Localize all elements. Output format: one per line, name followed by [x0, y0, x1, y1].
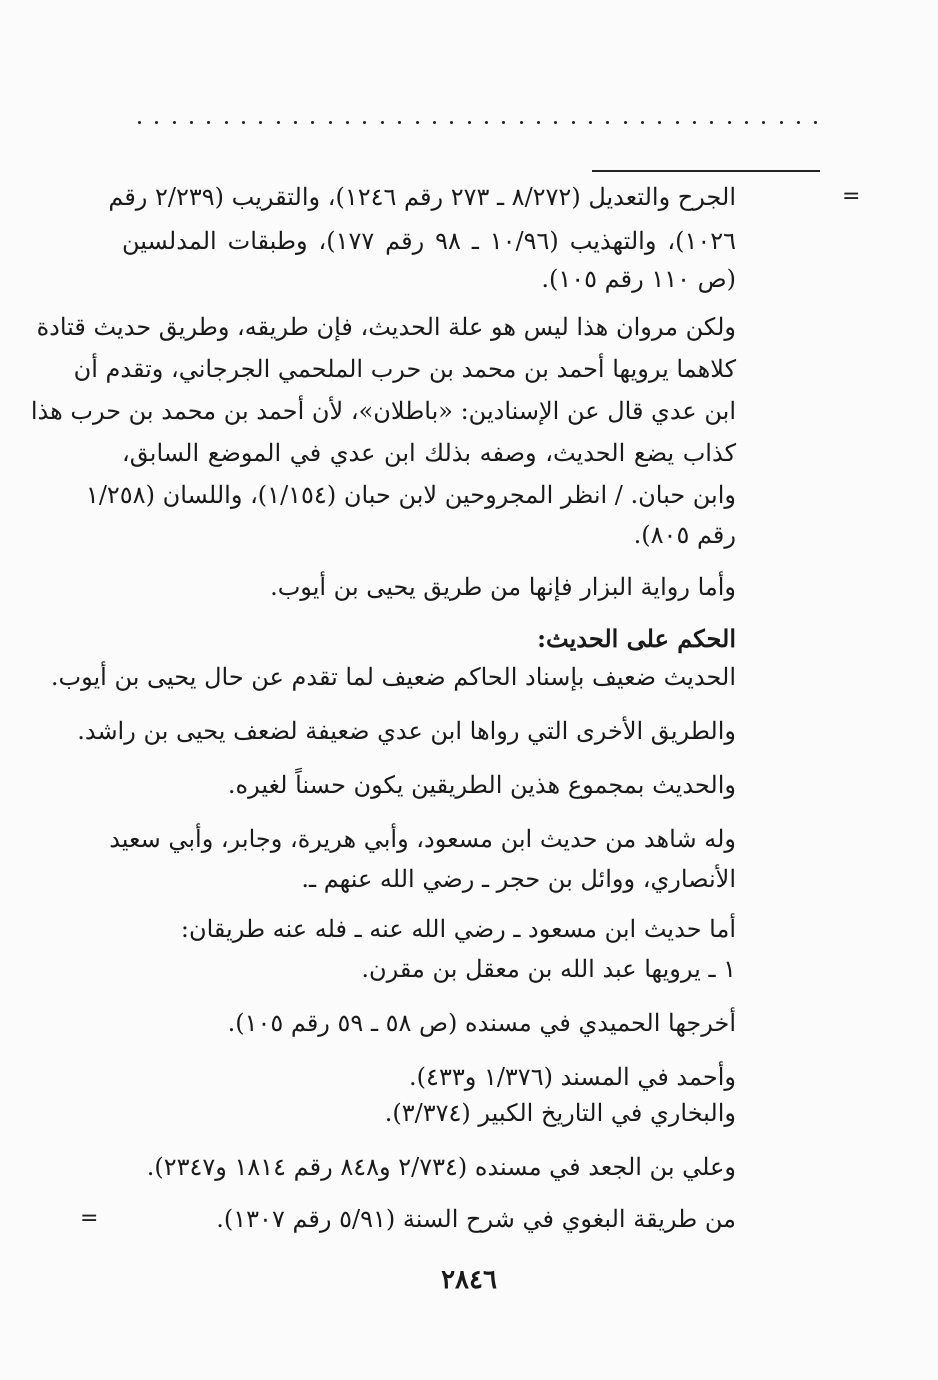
separator-dot — [190, 121, 193, 124]
separator-dot — [762, 121, 765, 124]
source-line: أخرجها الحميدي في مسنده (ص ٥٨ ـ ٥٩ رقم ١٠٥). — [227, 1009, 736, 1037]
separator-dot — [381, 121, 384, 124]
footnote-line: الجرح والتعديل (٨/٢٧٢ ـ ٢٧٣ رقم ١٢٤٦)، والتقريب (٢/٢٣٩ رقم — [108, 183, 736, 211]
body-line: كلاهما يرويها أحمد بن محمد بن حرب الملحمي الجرجاني، وتقدم أن — [73, 355, 736, 383]
body-line: وأما رواية البزار فإنها من طريق يحيى بن أيوب. — [270, 573, 736, 601]
separator-dot — [277, 121, 280, 124]
body-line: وله شاهد من حديث ابن مسعود، وأبي هريرة، وجابر، وأبي سعيد — [109, 825, 736, 853]
body-line: الحديث ضعيف بإسناد الحاكم ضعيف لما تقدم عن حال يحيى بن أيوب. — [50, 663, 736, 691]
separator-dot — [589, 121, 592, 124]
body-line: كذاب يضع الحديث، وصفه بذلك ابن عدي في الموضع السابق، — [122, 439, 736, 467]
dotted-separator — [138, 112, 818, 132]
separator-dot — [311, 121, 314, 124]
body-line: والطريق الأخرى التي رواها ابن عدي ضعيفة لضعف يحيى بن راشد. — [77, 717, 736, 745]
separator-dot — [329, 121, 332, 124]
separator-dot — [225, 121, 228, 124]
separator-dot — [624, 121, 627, 124]
separator-dot — [641, 121, 644, 124]
separator-dot — [416, 121, 419, 124]
separator-dot — [780, 121, 783, 124]
body-line: وابن حبان. / انظر المجروحين لابن حبان (١/١٥٤)، واللسان (١/٢٥٨ — [85, 481, 736, 509]
source-line: والبخاري في التاريخ الكبير (٣/٣٧٤). — [384, 1099, 736, 1127]
footnote-rule — [592, 170, 820, 172]
section-heading: الحكم على الحديث: — [537, 624, 736, 653]
separator-dot — [676, 121, 679, 124]
separator-dot — [572, 121, 575, 124]
body-line: أما حديث ابن مسعود ـ رضي الله عنه ـ فله عنه طريقان: — [180, 915, 736, 943]
separator-dot — [537, 121, 540, 124]
separator-dot — [520, 121, 523, 124]
separator-dot — [468, 121, 471, 124]
continuation-marker: = — [842, 184, 861, 209]
body-line: رقم ٨٠٥). — [633, 521, 736, 549]
page-number: ٢٨٤٦ — [441, 1265, 497, 1295]
body-line: ابن عدي قال عن الإسنادين: «باطلان»، لأن أحمد بن محمد بن حرب هذا — [30, 397, 736, 425]
separator-dot — [155, 121, 158, 124]
separator-dot — [173, 121, 176, 124]
footnote-line: ١٠٢٦)، والتهذيب (١٠/٩٦ ـ ٩٨ رقم ١٧٧)، وطبقات المدلسين — [122, 227, 736, 255]
separator-dot — [745, 121, 748, 124]
source-line: وأحمد في المسند (١/٣٧٦ و٤٣٣). — [409, 1063, 736, 1091]
separator-dot — [606, 121, 609, 124]
separator-dot — [728, 121, 731, 124]
separator-dot — [693, 121, 696, 124]
body-line: ولكن مروان هذا ليس هو علة الحديث، فإن طريقه، وطريق حديث قتادة — [36, 313, 736, 341]
separator-dot — [294, 121, 297, 124]
continuation-marker: = — [80, 1206, 99, 1231]
separator-dot — [554, 121, 557, 124]
separator-dot — [207, 121, 210, 124]
body-line: والحديث بمجموع هذين الطريقين يكون حسناً لغيره. — [227, 771, 736, 799]
separator-dot — [502, 121, 505, 124]
separator-dot — [485, 121, 488, 124]
separator-dot — [433, 121, 436, 124]
separator-dot — [138, 121, 141, 124]
footnote-line: (ص ١١٠ رقم ١٠٥). — [541, 265, 736, 293]
body-line: ١ ـ يرويها عبد الله بن معقل بن مقرن. — [361, 955, 736, 983]
separator-dot — [797, 121, 800, 124]
separator-dot — [710, 121, 713, 124]
separator-dot — [259, 121, 262, 124]
separator-dot — [242, 121, 245, 124]
separator-dot — [814, 121, 817, 124]
source-line: من طريقة البغوي في شرح السنة (٥/٩١ رقم ١٣٠٧). — [216, 1205, 736, 1233]
separator-dot — [658, 121, 661, 124]
separator-dot — [346, 121, 349, 124]
separator-dot — [398, 121, 401, 124]
separator-dot — [450, 121, 453, 124]
separator-dot — [363, 121, 366, 124]
source-line: وعلي بن الجعد في مسنده (٢/٧٣٤ و٨٤٨ رقم ١٨١٤ و٢٣٤٧). — [146, 1153, 736, 1181]
body-line: الأنصاري، ووائل بن حجر ـ رضي الله عنهم ـ. — [301, 865, 736, 893]
